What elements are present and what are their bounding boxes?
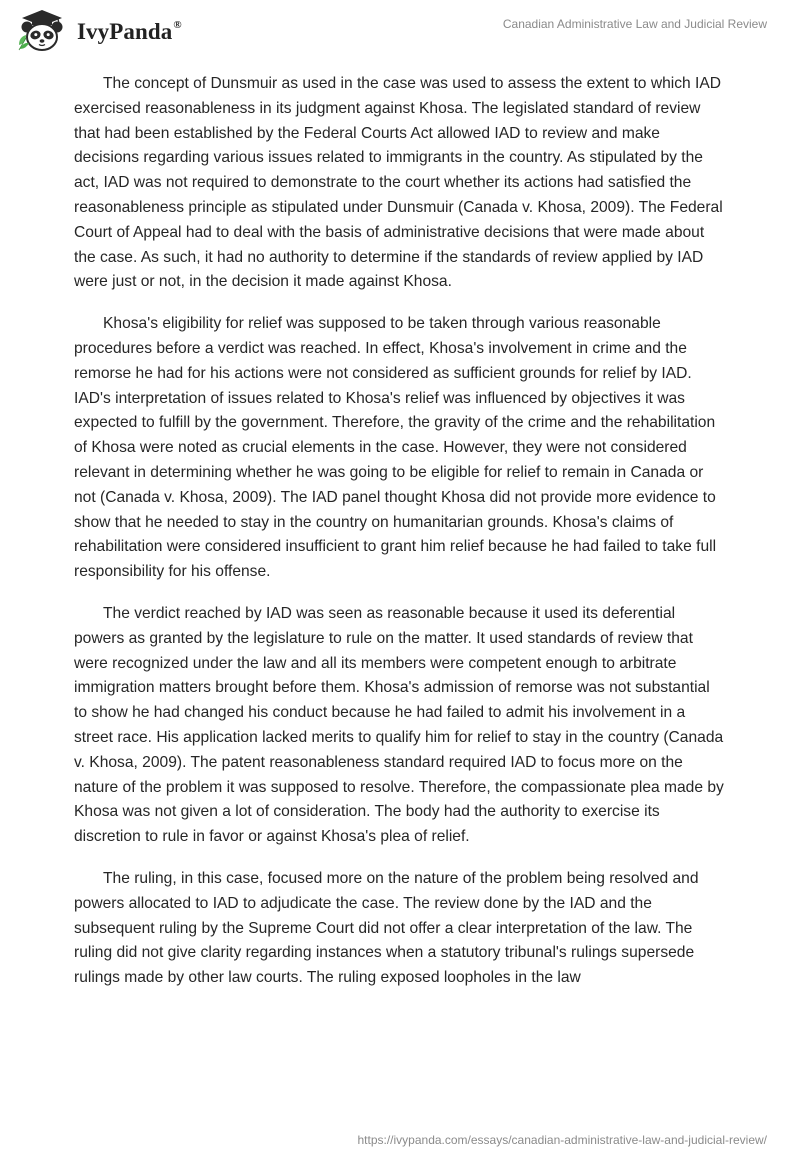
panda-graduate-logo-icon bbox=[14, 9, 76, 53]
ivypanda-logo[interactable] bbox=[14, 9, 182, 53]
brand-name: IvyPanda® bbox=[77, 18, 182, 44]
essay-body bbox=[74, 72, 726, 1008]
paragraph: The ruling, in this case, focused more on the nature of the problem being resolved and powers allocated to IAD to adjudicate the case. The review done by the IAD and the subsequent ruling by the Supreme Court did not offer a clear interpretation of the law. The ruling did not give clarity regarding instances when a statutory tribunal's rulings supersede rulings made by other law courts. The ruling exposed loopholes in the law bbox=[74, 869, 699, 987]
page-header bbox=[0, 0, 800, 60]
document-title: Canadian Administrative Law and Judicial Review bbox=[502, 17, 767, 31]
paragraph: The concept of Dunsmuir as used in the case was used to assess the extent to which IAD exercised reasonableness in its judgment against Khosa. The legislated standard of review that had been established by the Federal Courts Act allowed IAD to review and make decisions regarding various issues related to immigrants in the country. As stipulated by the act, IAD was not required to demonstrate to the court whether its actions had satisfied the reasonableness principle as stipulated under Dunsmuir (Canada v. Khosa, 2009). The Federal Court of Appeal had to deal with the basis of administrative decisions that were made about the case. As such, it had no authority to determine if the standards of review applied by IAD were just or not, in the decision it made against Khosa. bbox=[74, 75, 723, 291]
source-url[interactable]: https://ivypanda.com/essays/canadian-administrative-law-and-judicial-review/ bbox=[357, 1133, 767, 1147]
paragraph: Khosa's eligibility for relief was supposed to be taken through various reasonable procedures before a verdict was reached. In effect, Khosa's involvement in crime and the remorse he had for his actions were not considered as sufficient grounds for relief by IAD. IAD's interpretation of issues related to Khosa's relief was influenced by objectives it was expected to fulfill by the government. Therefore, the gravity of the crime and the rehabilitation of Khosa were noted as crucial elements in the case. However, they were not considered relevant in determining whether he was going to be eligible for relief to remain in Canada or not (Canada v. Khosa, 2009). The IAD panel thought Khosa did not provide more evidence to show that he needed to stay in the country on humanitarian grounds. Khosa's claims of rehabilitation were considered insufficient to grant him relief because he had failed to take full responsibility for his offense. bbox=[74, 315, 717, 581]
paragraph: The verdict reached by IAD was seen as reasonable because it used its deferential powers as granted by the legislature to rule on the matter. It used standards of review that were recognized under the law and all its members were competent enough to arbitrate immigration matters brought before them. Khosa's admission of remorse was not substantial to show he had changed his conduct because he had failed to admit his involvement in a street race. His application lacked merits to qualify him for relief to stay in the country (Canada v. Khosa, 2009). The patent reasonableness standard required IAD to focus more on the nature of the problem it was supposed to resolve. Therefore, the compassionate plea made by Khosa was not given a lot of consideration. The body had the authority to exercise its discretion to rule in favor or against Khosa's plea of relief. bbox=[74, 604, 724, 846]
